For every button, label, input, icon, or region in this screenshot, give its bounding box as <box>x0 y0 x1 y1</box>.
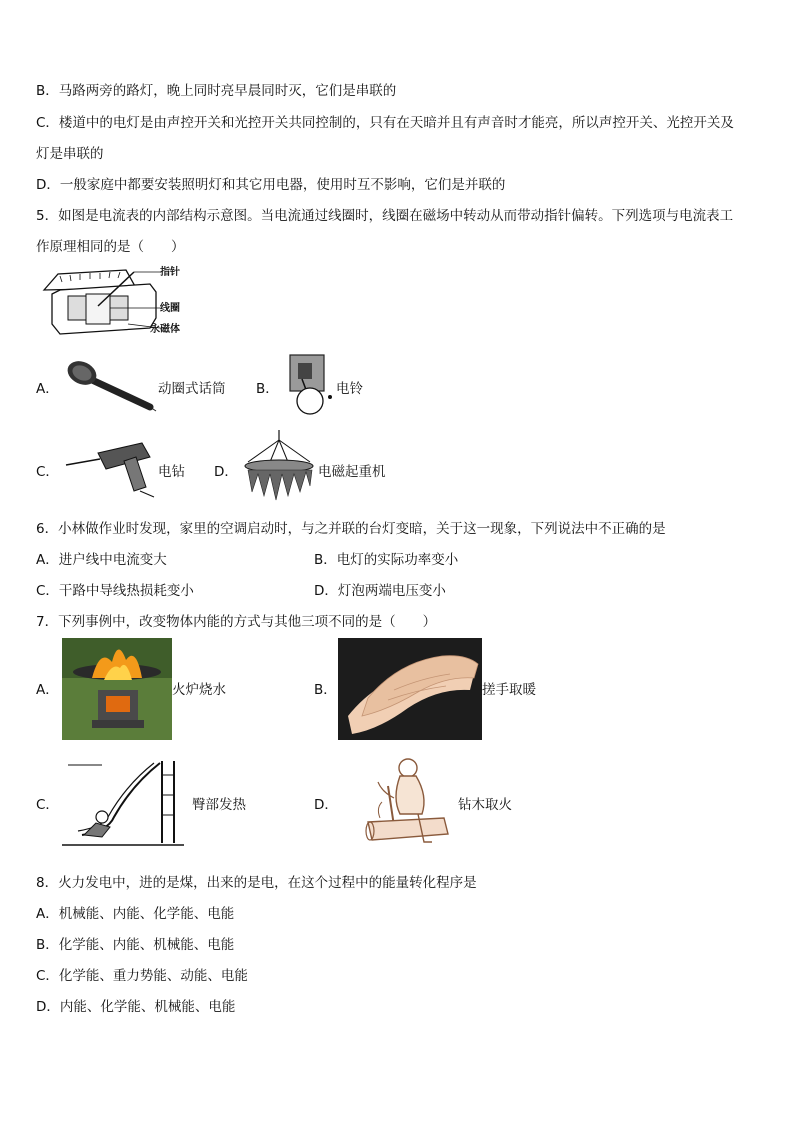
q6-option-a: A．进户线中电流变大 <box>36 552 167 568</box>
q5-option-a-letter: A． <box>36 381 59 397</box>
figure-label-pointer: 指针 <box>160 267 180 278</box>
q6-option-b: B．电灯的实际功率变小 <box>314 552 459 568</box>
drilling-wood-fire-image <box>358 752 454 850</box>
q6-stem: 6．小林做作业时发现，家里的空调启动时，与之并联的台灯变暗，关于这一现象，下列说法中不正确的是 <box>36 521 666 537</box>
q7-option-c-caption: 臀部发热 <box>192 797 246 813</box>
stove-boiling-water-image <box>62 638 172 740</box>
rubbing-hands-image <box>338 638 482 740</box>
q8-stem: 8．火力发电中，进的是煤，出来的是电，在这个过程中的能量转化程序是 <box>36 875 477 891</box>
q5-option-c-caption: 电钻 <box>158 464 185 480</box>
q7-option-c-letter: C． <box>36 797 59 813</box>
figure-label-magnet: 永磁体 <box>150 324 180 335</box>
q7-option-a-letter: A． <box>36 682 59 698</box>
q4-option-b: B．马路两旁的路灯，晚上同时亮早晨同时灭，它们是串联的 <box>36 83 397 99</box>
q5-option-d-caption: 电磁起重机 <box>318 464 386 480</box>
q7-option-d-letter: D． <box>314 797 338 813</box>
electric-drill-image <box>62 435 158 499</box>
q5-stem-line1: 5．如图是电流表的内部结构示意图。当电流通过线圈时，线圈在磁场中转动从而带动指针偏转。下列选项与电流表工 <box>36 208 734 224</box>
q7-option-a-caption: 火炉烧水 <box>172 682 226 698</box>
q5-option-d-letter: D． <box>214 464 238 480</box>
q8-option-c: C．化学能、重力势能、动能、电能 <box>36 968 248 984</box>
q8-option-d: D．内能、化学能、机械能、电能 <box>36 999 236 1015</box>
q5-stem-line2: 作原理相同的是（ ） <box>36 239 185 255</box>
q8-option-b: B．化学能、内能、机械能、电能 <box>36 937 235 953</box>
q5-option-b-letter: B． <box>256 381 279 397</box>
electromagnetic-crane-image <box>240 430 318 504</box>
microphone-image <box>62 355 158 415</box>
q5-option-c-letter: C． <box>36 464 59 480</box>
q4-option-c-line1: C．楼道中的电灯是由声控开关和光控开关共同控制的，只有在天暗并且有声音时才能亮，所以声控开关、光控开关及 <box>36 115 734 131</box>
electric-bell-image <box>284 353 336 415</box>
q7-stem: 7．下列事例中，改变物体内能的方式与其他三项不同的是（ ） <box>36 614 437 630</box>
q6-option-d: D．灯泡两端电压变小 <box>314 583 446 599</box>
q6-option-c: C．干路中导线热损耗变小 <box>36 583 194 599</box>
q7-option-d-caption: 钻木取火 <box>458 797 512 813</box>
q7-option-b-caption: 搓手取暖 <box>482 682 536 698</box>
q7-option-b-letter: B． <box>314 682 337 698</box>
slide-image <box>62 755 184 847</box>
figure-label-coil: 线圈 <box>160 303 180 314</box>
q4-option-c-line2: 灯是串联的 <box>36 146 104 162</box>
q4-option-d: D．一般家庭中都要安装照明灯和其它用电器，使用时互不影响，它们是并联的 <box>36 177 506 193</box>
q5-option-a-caption: 动圈式话筒 <box>158 381 226 397</box>
q8-option-a: A．机械能、内能、化学能、电能 <box>36 906 235 922</box>
q5-option-b-caption: 电铃 <box>336 381 363 397</box>
